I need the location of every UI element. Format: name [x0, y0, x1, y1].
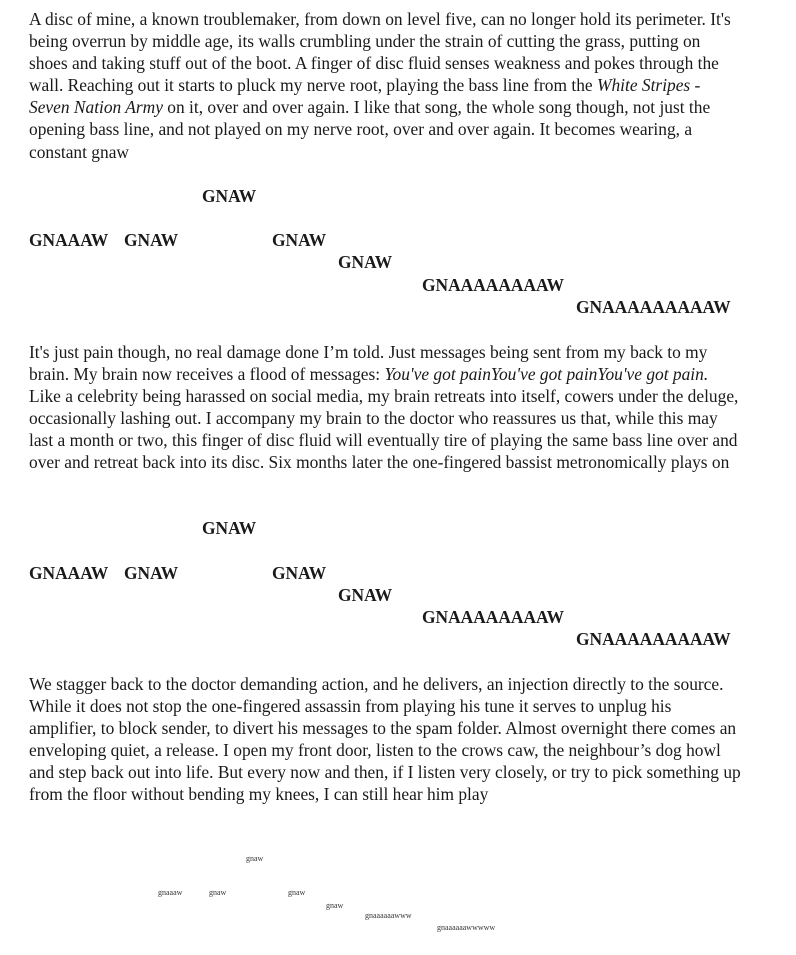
gnaw-word: GNAW: [202, 518, 257, 538]
paragraph-1-text-b: on it, over and over again. I like that song, the whole song though, not just the opening bass line, and not played on my nerve root, over and over again. It becomes wearing, a constant gnaw: [29, 97, 711, 162]
paragraph-3: We stagger back to the doctor demanding action, and he delivers, an injection directly to the source. While it does not stop the one-fingered assassin from playing his tune it serves to unplug his amplifier, to block sender, to divert his messages to the spam folder. Almost overnight there comes an enveloping quiet, a release. I open my front door, listen to the crows caw, the neighbour’s dog howl and step back out into life. But every now and then, if I listen very closely, or try to pick something up from the floor without bending my knees, I can still hear him play: [29, 674, 741, 805]
gnaw-word-small: gnaw: [246, 854, 264, 863]
paragraph-2: [29, 341, 743, 474]
paragraph-1: [29, 8, 743, 163]
gnaw-word-small: gnaaaaaawwwww: [437, 923, 496, 932]
gnaw-word: GNAW: [124, 230, 179, 250]
gnaw-word: GNAW: [338, 252, 393, 272]
gnaw-word: GNAAAW: [29, 230, 109, 250]
gnaw-word-small: gnaw: [326, 901, 344, 910]
gnaw-word: GNAAAAAAAAAW: [576, 297, 731, 317]
paragraph-1-song-title: White Stripes - Seven Nation Army: [29, 75, 701, 118]
gnaw-word: GNAAAAAAAAW: [422, 607, 565, 627]
gnaw-word-small: gnaaaw: [158, 888, 183, 897]
gnaw-word-small: gnaw: [209, 888, 227, 897]
gnaw-word-small: gnaw: [288, 888, 306, 897]
gnaw-word: GNAAAW: [29, 563, 109, 583]
paragraph-1-text-a: A disc of mine, a known troublemaker, from down on level five, can no longer hold its perimeter. It's being overrun by middle age, its walls crumbling under the strain of cutting the grass, putting on shoes and taking stuff out of the boot. A finger of disc fluid senses weakness and pokes through the wall. Reaching out it starts to pluck my nerve root, playing the bass line from the: [29, 9, 731, 96]
gnaw-word: GNAW: [124, 563, 179, 583]
gnaw-word: GNAAAAAAAAW: [422, 275, 565, 295]
gnaw-word: GNAW: [272, 230, 327, 250]
gnaw-word: GNAW: [202, 186, 257, 206]
paragraph-2-messages: You've got painYou've got painYou've got pain.: [384, 364, 709, 385]
gnaw-word: GNAW: [338, 585, 393, 605]
gnaw-word: GNAW: [272, 563, 327, 583]
paragraph-2-text-b: Like a celebrity being harassed on social media, my brain retreats into itself, cowers under the deluge, occasionally lashing out. I accompany my brain to the doctor who reassures us that, while this may last a month or two, this finger of disc fluid will eventually tire of playing the same bass line over and over and retreat back into its disc. Six months later the one-fingered bassist metronomically plays on: [29, 386, 739, 473]
gnaw-word-small: gnaaaaaawww: [365, 911, 412, 920]
gnaw-word: GNAAAAAAAAAW: [576, 629, 731, 649]
paragraph-2-text-a: It's just pain though, no real damage done I’m told. Just messages being sent from my back to my brain. My brain now receives a flood of messages:: [29, 342, 708, 385]
